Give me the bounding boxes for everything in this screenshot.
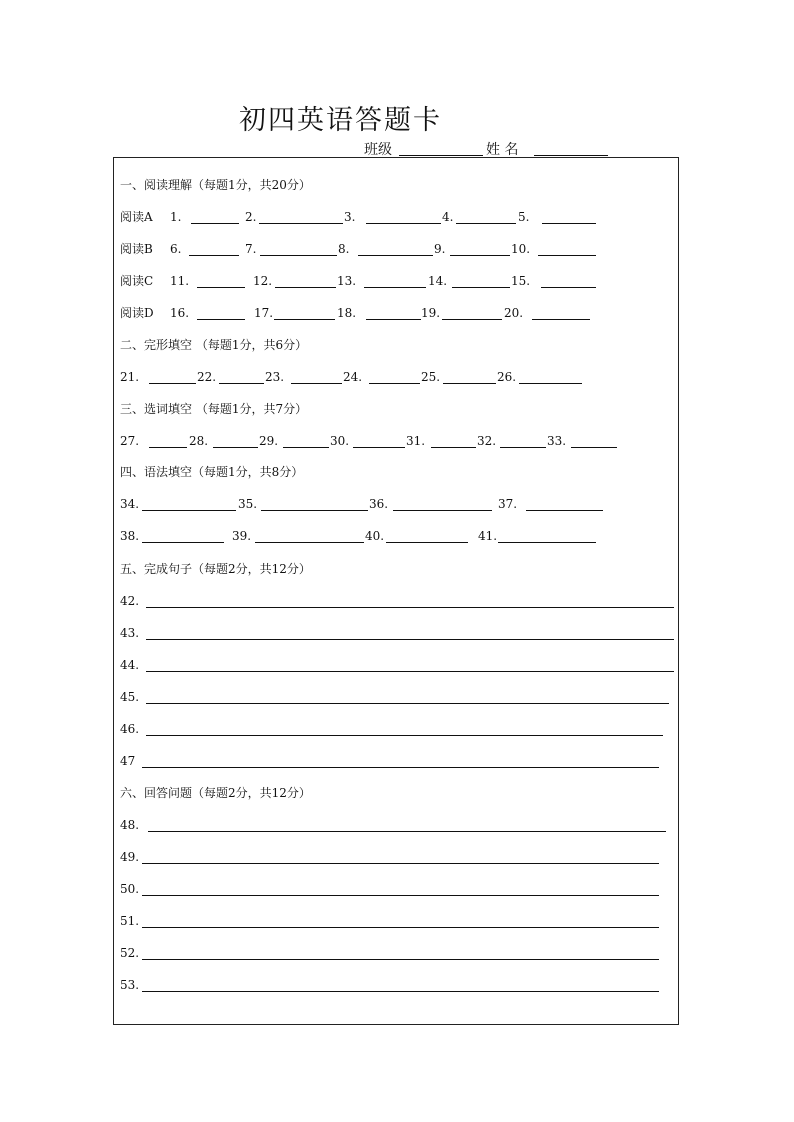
section-heading-complete-sentences: 五、完成句子（每题2分，共12分） <box>120 562 311 576</box>
question-number: 49. <box>120 850 140 864</box>
section-heading-reading: 一、阅读理解（每题1分，共20分） <box>120 178 311 192</box>
question-number: 3. <box>344 210 356 224</box>
question-number: 26. <box>497 370 517 384</box>
answer-blank[interactable] <box>213 447 258 448</box>
answer-line[interactable] <box>142 959 659 960</box>
question-number: 48. <box>120 818 140 832</box>
answer-blank[interactable] <box>142 542 224 543</box>
question-number: 4. <box>442 210 454 224</box>
question-number: 23. <box>265 370 285 384</box>
question-number: 39. <box>232 529 252 543</box>
question-number: 20. <box>504 306 524 320</box>
answer-blank[interactable] <box>197 287 245 288</box>
answer-blank[interactable] <box>283 447 329 448</box>
question-number: 8. <box>338 242 350 256</box>
question-number: 25. <box>421 370 441 384</box>
question-number: 9. <box>434 242 446 256</box>
answer-blank[interactable] <box>452 287 510 288</box>
question-number: 40. <box>365 529 385 543</box>
answer-blank[interactable] <box>542 223 596 224</box>
question-number: 51. <box>120 914 140 928</box>
answer-blank[interactable] <box>291 383 342 384</box>
answer-blank[interactable] <box>498 542 596 543</box>
section-heading-cloze: 二、完形填空 （每题1分，共6分） <box>120 338 308 352</box>
answer-line[interactable] <box>142 863 659 864</box>
answer-blank[interactable] <box>571 447 617 448</box>
question-number: 42. <box>120 594 140 608</box>
answer-line[interactable] <box>146 639 674 640</box>
question-number: 36. <box>369 497 389 511</box>
question-number: 35. <box>238 497 258 511</box>
question-number: 38. <box>120 529 140 543</box>
question-number: 10. <box>511 242 531 256</box>
answer-blank[interactable] <box>259 223 343 224</box>
question-number: 50. <box>120 882 140 896</box>
question-number: 19. <box>421 306 441 320</box>
name-field[interactable] <box>534 155 608 156</box>
question-number: 52. <box>120 946 140 960</box>
section-heading-word-choice: 三、选词填空 （每题1分，共7分） <box>120 402 308 416</box>
answer-line[interactable] <box>142 927 659 928</box>
question-number: 22. <box>197 370 217 384</box>
question-number: 30. <box>330 434 350 448</box>
answer-blank[interactable] <box>274 319 335 320</box>
question-number: 45. <box>120 690 140 704</box>
answer-blank[interactable] <box>450 255 510 256</box>
answer-blank[interactable] <box>353 447 405 448</box>
answer-blank[interactable] <box>275 287 336 288</box>
question-number: 44. <box>120 658 140 672</box>
question-number: 5. <box>518 210 530 224</box>
question-number: 16. <box>170 306 190 320</box>
answer-line[interactable] <box>146 735 663 736</box>
question-number: 47 <box>120 754 136 768</box>
answer-line[interactable] <box>146 607 674 608</box>
answer-blank[interactable] <box>541 287 596 288</box>
answer-blank[interactable] <box>431 447 476 448</box>
name-label: 姓 名 <box>486 142 519 158</box>
question-number: 29. <box>259 434 279 448</box>
question-number: 21. <box>120 370 140 384</box>
answer-blank[interactable] <box>189 255 239 256</box>
question-number: 7. <box>245 242 257 256</box>
answer-blank[interactable] <box>443 383 496 384</box>
question-number: 24. <box>343 370 363 384</box>
row-label: 阅读C <box>120 274 154 288</box>
question-number: 46. <box>120 722 140 736</box>
answer-blank[interactable] <box>369 383 420 384</box>
question-number: 43. <box>120 626 140 640</box>
answer-blank[interactable] <box>442 319 502 320</box>
answer-line[interactable] <box>146 703 669 704</box>
answer-blank[interactable] <box>500 447 546 448</box>
question-number: 18. <box>337 306 357 320</box>
question-number: 13. <box>337 274 357 288</box>
section-heading-answer-questions: 六、回答问题（每题2分，共12分） <box>120 786 311 800</box>
row-label: 阅读A <box>120 210 153 224</box>
row-label: 阅读D <box>120 306 154 320</box>
question-number: 6. <box>170 242 182 256</box>
answer-blank[interactable] <box>386 542 468 543</box>
question-number: 28. <box>189 434 209 448</box>
answer-blank[interactable] <box>260 255 337 256</box>
answer-blank[interactable] <box>532 319 590 320</box>
question-number: 2. <box>245 210 257 224</box>
class-label: 班级 <box>364 142 392 158</box>
answer-blank[interactable] <box>219 383 264 384</box>
question-number: 33. <box>547 434 567 448</box>
question-number: 34. <box>120 497 140 511</box>
answer-blank[interactable] <box>191 223 239 224</box>
question-number: 37. <box>498 497 518 511</box>
question-number: 11. <box>170 274 190 288</box>
answer-blank[interactable] <box>393 510 492 511</box>
answer-line[interactable] <box>142 991 659 992</box>
answer-blank[interactable] <box>538 255 596 256</box>
question-number: 41. <box>478 529 498 543</box>
question-number: 27. <box>120 434 140 448</box>
question-number: 17. <box>254 306 274 320</box>
answer-blank[interactable] <box>519 383 582 384</box>
answer-line[interactable] <box>142 895 659 896</box>
answer-blank[interactable] <box>526 510 603 511</box>
answer-blank[interactable] <box>255 542 364 543</box>
answer-blank[interactable] <box>364 287 426 288</box>
row-label: 阅读B <box>120 242 153 256</box>
answer-blank[interactable] <box>358 255 433 256</box>
question-number: 12. <box>253 274 273 288</box>
answer-line[interactable] <box>142 767 659 768</box>
answer-blank[interactable] <box>149 447 187 448</box>
answer-blank[interactable] <box>149 383 196 384</box>
question-number: 1. <box>170 210 182 224</box>
question-number: 14. <box>428 274 448 288</box>
question-number: 32. <box>477 434 497 448</box>
class-field[interactable] <box>399 155 483 156</box>
answer-blank[interactable] <box>366 223 441 224</box>
question-number: 31. <box>406 434 426 448</box>
answer-blank[interactable] <box>197 319 245 320</box>
answer-line[interactable] <box>146 671 674 672</box>
page-title: 初四英语答题卡 <box>239 105 442 136</box>
answer-blank[interactable] <box>456 223 516 224</box>
answer-line[interactable] <box>148 831 666 832</box>
answer-blank[interactable] <box>366 319 421 320</box>
question-number: 15. <box>511 274 531 288</box>
section-heading-grammar: 四、语法填空（每题1分，共8分） <box>120 465 304 479</box>
answer-blank[interactable] <box>142 510 236 511</box>
answer-blank[interactable] <box>261 510 368 511</box>
question-number: 53. <box>120 978 140 992</box>
